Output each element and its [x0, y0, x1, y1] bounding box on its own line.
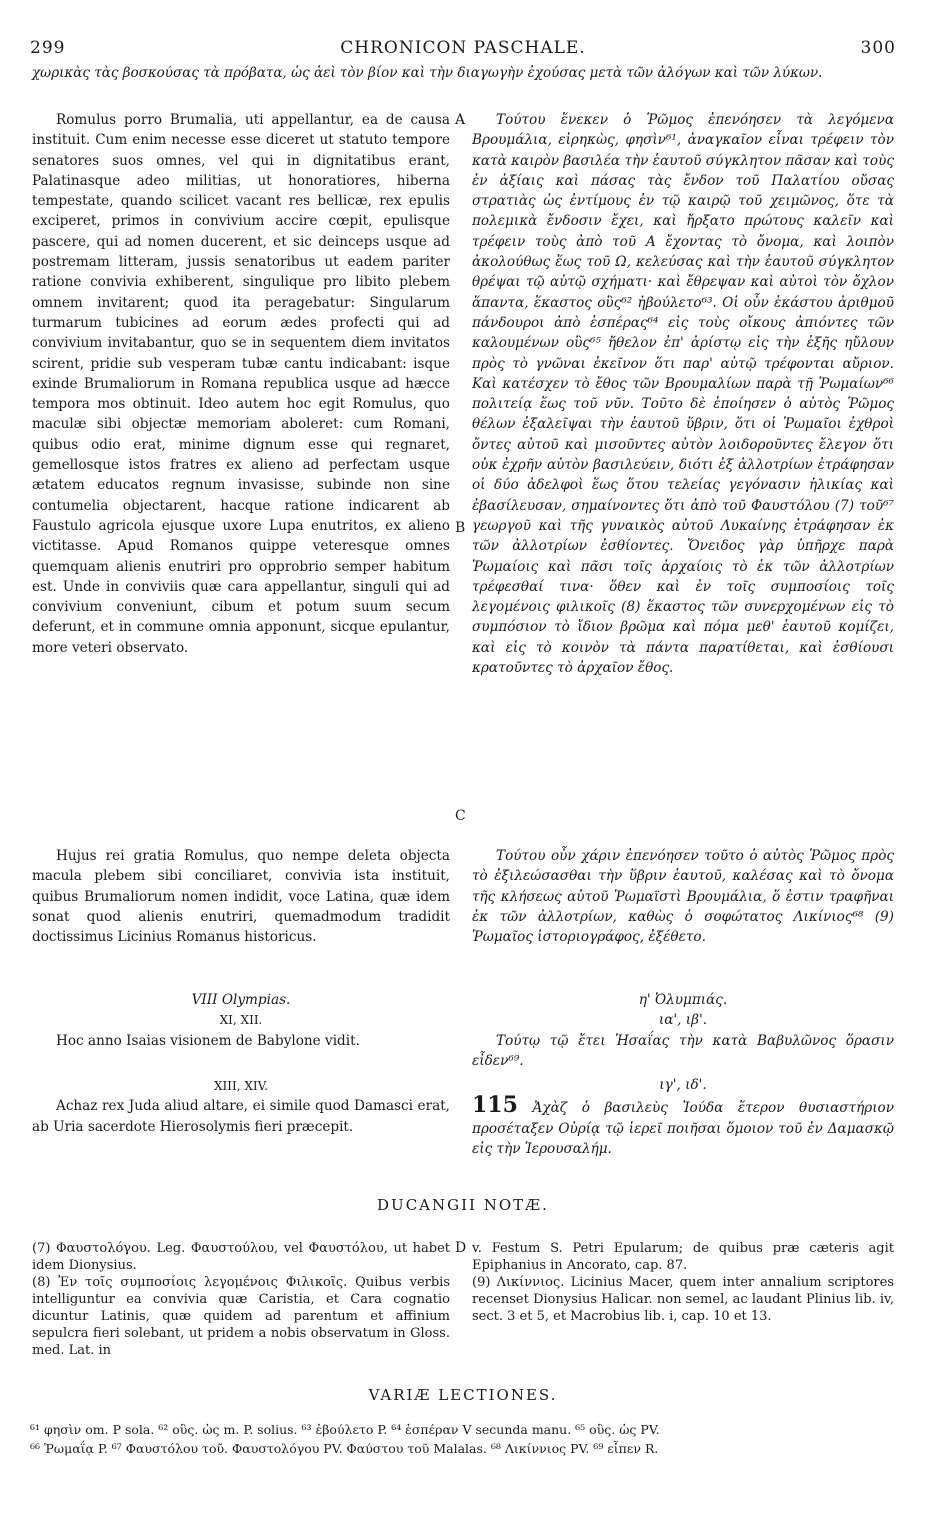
greek-column-part-3: [472, 990, 894, 1159]
variant-readings: [30, 1420, 896, 1458]
greek-paragraph-3: Τούτῳ τῷ ἔτει Ἡσαΐας τὴν κατὰ Βαβυλῶνος ὅρασιν εἶδεν⁶⁹.: [472, 1032, 894, 1069]
margin-marker-a: A: [455, 112, 466, 128]
page-number-right: 300: [860, 38, 896, 58]
section-number: 115: [472, 1092, 518, 1119]
margin-marker-c: C: [455, 808, 466, 824]
latin-column-part-3: [32, 990, 450, 1051]
latin-year-2: XIII, XIV.: [213, 1079, 269, 1093]
margin-marker-d: D: [455, 1240, 467, 1256]
latin-column-part-2: [32, 846, 450, 947]
latin-year-1: XI, XII.: [219, 1013, 263, 1028]
greek-column: [472, 110, 894, 678]
latin-paragraph-2: Hujus rei gratia Romulus, quo nempe deleta objecta macula plebem sibi conciliaret, convivia ista instituit, quibus Brumaliorum nomen indidit, voce Latina, quæ idem sonat quod alienis enutriri, quemadmodum tradidit doctissimus Licinius Romanus historicus.: [32, 848, 450, 946]
latin-paragraph-4: Achaz rex Juda aliud altare, ei simile quod Damasci erat, ab Uria sacerdote Hierosolymis fieri præcepit.: [32, 1098, 450, 1135]
page-number-left: 299: [30, 38, 66, 58]
running-title: CHRONICON PASCHALE.: [340, 38, 586, 58]
variant-readings-heading: VARIÆ LECTIONES.: [368, 1386, 558, 1404]
greek-paragraph-1: Τούτου ἕνεκεν ὁ Ῥῶμος ἐπενόησεν τὰ λεγόμενα Βρουμάλια, εἰρηκὼς, φησὶν⁶¹, ἀναγκαῖον εἶναι τρέφειν τὸν κατὰ καιρὸν βασιλέα τὴν ἑαυτοῦ σύγκλητον πᾶσαν καὶ τοὺς ἐν ἀξίαις καὶ πάσας τὰς ἔνδον τοῦ Παλατίου οὔσας στρατιὰς ὡς ἐντίμους ἐν τῷ καιρῷ τοῦ χειμῶνος, ὅτε τὰ πολεμικὰ ἔνδοσιν ἔχει, καὶ ἤρξατο πρώτους καλεῖν καὶ τρέφειν τοὺς ἀπὸ τοῦ Α ἔχοντας τὸ ὄνομα, καὶ λοιπὸν ἀκολούθως ἕως τοῦ Ω, κελεύσας καὶ τὴν ἑαυτοῦ σύγκλητον θρέψαι τῷ αὐτῷ σχήματι· καὶ ἔθρεψαν καὶ αὐτοὶ τὸν ὄχλον ἅπαντα, ἕκαστος οὓς⁶² ἠβούλετο⁶³. Οἱ οὖν ἑκάστου ἀριθμοῦ πάνδουροι ἀπὸ ἑσπέρας⁶⁴ εἰς τοὺς οἴκους ἀπιόντες τῶν καλουμένων οὓς⁶⁵ ἤθελον ἐπ' ἀρίστῳ εἰς τὴν ἑξῆς ηὔλουν πρὸς τὸ γνῶναι ἐκεῖνον ὅτι παρ' αὐτῷ τρέφονται αὔριον. Καὶ κατέσχεν τὸ ἔθος τῶν Βρουμαλίων παρὰ τῇ Ῥωμαίων⁶⁶ πολιτείᾳ ἕως τοῦ νῦν. Τοῦτο δὲ ἐποίησεν ὁ αὐτὸς Ῥῶμος θέλων ἐξαλεῖψαι τὴν ἑαυτοῦ ὕβριν, ὅτι οἱ Ῥωμαῖοι ἐχθροὶ ὄντες αὐτοῦ καὶ μισοῦντες αὐτὸν λοιδοροῦντες ἔλεγον ὅτι οὐκ ἐχρῆν αὐτὸν βασιλεύειν, διότι ἐξ ἀλλοτρίων ἐτράφησαν οἱ δύο ἀδελφοὶ ἕως ὅτου τελείας γεγόνασιν ἡλικίας καὶ ἐβασίλευσαν, σημαίνοντες ὅτι ἀπὸ τοῦ Φαυστόλου (7) τοῦ⁶⁷ γεωργοῦ καὶ τῆς γυναικὸς αὐτοῦ Λυκαίνης ἐτράφησαν ἐκ τῶν ἀλλοτρίων ἐσθίοντες. Ὄνειδος γὰρ ὑπῆρχε παρὰ Ῥωμαίοις καὶ πᾶσι τοῖς ἀρχαίοις τὸ ἐκ τῶν ἀλλοτρίων τρέφεσθαί τινα· ὅθεν καὶ ἐν τοῖς συμποσίοις τοῖς λεγομένοις φιλικοῖς (8) ἕκαστος τῶν συνερχομένων εἰς τὸ συμπόσιον τὸ ἴδιον βρῶμα καὶ πόμα μεθ' ἑαυτοῦ κομίζει, καὶ εἰς τὸ κοινὸν τὰ πάντα παρατίθεται, καὶ ἐσθίουσι κρατοῦντες τὸ ἀρχαῖον ἔθος.: [472, 112, 894, 677]
notes-heading: DUCANGII NOTÆ.: [377, 1196, 549, 1214]
latin-olympiad-heading: VIII Olympias.: [191, 992, 291, 1008]
note-7: (7) Φαυστολόγου. Leg. Φαυστούλου, vel Φαυστόλου, ut habet idem Dionysius.: [32, 1241, 450, 1273]
variant-line-2: ⁶⁶ Ῥωμαΐᾳ P. ⁶⁷ Φαυστόλου τοῦ. Φαυστολόγου PV. Φαύστου τοῦ Malalas. ⁶⁸ Λικίννιος PV. ⁶⁹ εἶπεν R.: [30, 1441, 659, 1456]
note-8: (8) Ἐν τοῖς συμποσίοις λεγομένοις Φιλικοῖς. Quibus verbis intelliguntur ea convivia quæ Caristia, et Cara cognatio dicuntur Latinis, quæ quidem ad parentum et affinium sepulcra fieri solebant, ut pridem a nobis observatum in Gloss. med. Lat. in: [32, 1275, 450, 1358]
greek-year-1: ια', ιβ'.: [658, 1012, 708, 1029]
margin-marker-b: B: [455, 520, 466, 536]
greek-paragraph-2: Τούτου οὖν χάριν ἐπενόησεν τοῦτο ὁ αὐτὸς Ῥῶμος πρὸς τὸ ἐξιλεώσασθαι τὴν ὕβριν ἑαυτοῦ, καλέσας καὶ τὸ ὄνομα τῆς κλήσεως αὐτοῦ Ῥωμαϊστὶ Βρουμάλια, ὅ ἐστιν τραφῆναι ἐκ τῶν ἀλλοτρίων, καθὼς ὁ σοφώτατος Λικίνιος⁶⁸ (9) Ῥωμαῖος ἱστοριογράφος, ἐξέθετο.: [472, 848, 894, 946]
notes-left-column: [32, 1240, 450, 1359]
greek-year-2: ιγ', ιδ'.: [659, 1077, 707, 1094]
intro-greek-text: χωρικὰς τὰς βοσκούσας τὰ πρόβατα, ὡς ἀεὶ τὸν βίον καὶ τὴν διαγωγὴν ἐχούσας μετὰ τῶν ἀλόγων καὶ τῶν λύκων.: [32, 65, 823, 81]
latin-paragraph-1: Romulus porro Brumalia, uti appellantur, ea de causa instituit. Cum enim necesse esse diceret ut statuto tempore senatores suos omnes, vel qui in dignitatibus erant, Palatinasque adeo militias, ut honoratiores, hiberna tempestate, quando scilicet vacant res bellicæ, rex epulis exciperet, primos in convivium accire cœpit, epulisque pascere, qui ad nomen ducerent, et sic deinceps usque ad postremam litteram, jussis senatoribus ut eadem pariter ratione convivia exhiberent, singulique pro libito plebem omnem invitarent; quod ita peragebatur: Singularum turmarum tubicines ad eorum ædes profecti qui ad convivium invitabantur, quo se in sequentem diem invitatos scirent, pridie sub vesperam tubæ cantu indicabant: isque exinde Brumaliorum in Romana republica usque ad hæcce tempora mos obtinuit. Ideo autem hoc egit Romulus, quo maculæ sibi objectæ memoriam aboleret: cum Romani, quibus odio erat, minime dignum esse qui regnaret, gemellosque istos fratres ex alieno ad perfectam usque ætatem educatos regnum invasisse, subinde non sine contumelia objectarent, hacque ratione indicarent ab Faustulo agricola ejusque uxore Lupa enutritos, ex alieno victitasse. Apud Romanos quippe veteresque omnes quemquam alienis enutriri pro opprobrio semper habitum est. Unde in conviviis quæ cara appellantur, singuli qui ad convivium conveniunt, cibum et potum suum secum deferunt, et in commune omnia apponunt, sicque epulantur, more veteri observato.: [32, 112, 450, 656]
latin-column: [32, 110, 450, 658]
notes-right-column: [472, 1240, 894, 1325]
latin-column-part-4: [32, 1076, 450, 1137]
greek-paragraph-4: Ἀχὰζ ὁ βασιλεὺς Ἰούδα ἕτερον θυσιαστήριον προσέταξεν Οὐρίᾳ τῷ ἱερεῖ ποιῆσαι ὅμοιον τοῦ ἐν Δαμασκῷ εἰς τὴν Ἱερουσαλήμ.: [472, 1100, 894, 1158]
page-header: [30, 38, 896, 64]
greek-olympiad-heading: η' Ὀλυμπιάς.: [638, 992, 728, 1008]
greek-column-part-2: [472, 846, 894, 947]
variant-line-1: ⁶¹ φησὶν om. P sola. ⁶² οὓς. ὡς m. P. solius. ⁶³ ἐβούλετο P. ⁶⁴ ἑσπέραν V secunda manu. ⁶⁵ οὓς. ὡς PV.: [30, 1422, 660, 1437]
note-8-continued: v. Festum S. Petri Epularum; de quibus præ cæteris agit Epiphanius in Ancorato, cap. 87.: [472, 1241, 894, 1273]
note-9: (9) Λικίννιος. Licinius Macer, quem inter annalium scriptores recenset Dionysius Halicar. non semel, ac laudant Plinius lib. iv, sect. 3 et 5, et Macrobius lib. i, cap. 10 et 13.: [472, 1275, 894, 1324]
latin-paragraph-3: Hoc anno Isaias visionem de Babylone vidit.: [56, 1032, 360, 1049]
